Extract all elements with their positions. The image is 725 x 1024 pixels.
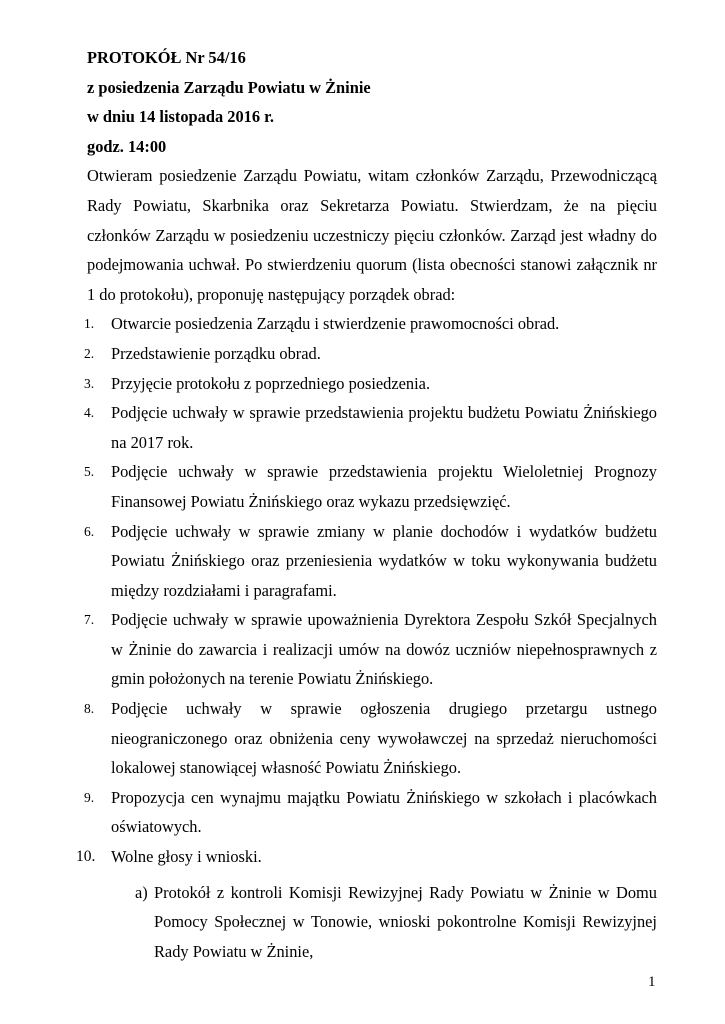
agenda-item-number: 5. <box>84 464 95 480</box>
agenda-item-6 <box>84 517 657 606</box>
agenda-item-number: 4. <box>84 405 95 421</box>
agenda-item-9 <box>84 783 657 842</box>
agenda-item-text: Podjęcie uchwały w sprawie przedstawienia projektu budżetu Powiatu Żnińskiego na 2017 rok. <box>111 403 657 452</box>
agenda-item-text: Podjęcie uchwały w sprawie przedstawienia projektu Wieloletniej Prognozy Finansowej Powiatu Żnińskiego oraz wykazu przedsięwzięć. <box>111 462 657 511</box>
agenda-item-text: Podjęcie uchwały w sprawie zmiany w planie dochodów i wydatków budżetu Powiatu Żnińskiego oraz przeniesienia wydatków w toku wykonywania budżetu między rozdziałami i paragrafami. <box>111 521 657 600</box>
agenda-item-number: 9. <box>84 789 95 805</box>
agenda-item-number: 7. <box>84 612 95 628</box>
meeting-time: godz. 14:00 <box>87 136 167 156</box>
agenda-item-number: 1. <box>84 316 95 332</box>
agenda-subitem-marker: a) <box>135 882 148 902</box>
agenda-item-number: 8. <box>84 701 95 717</box>
agenda-item-2 <box>84 339 657 369</box>
intro-paragraph: Otwieram posiedzenie Zarządu Powiatu, witam członków Zarządu, Przewodniczącą Rady Powiatu, Skarbnika oraz Sekretarza Powiatu. Stwierdzam, że na pięciu członków Zarządu w posiedzeniu uczestniczy pięciu członków. Zarząd jest władny do podejmowania uchwał. Po stwierdzeniu quorum (lista obecności stanowi załącznik nr 1 do protokołu), proponuję następujący porządek obrad: <box>87 166 657 304</box>
protocol-title: PROTOKÓŁ Nr 54/16 <box>87 48 246 67</box>
agenda-item-number: 3. <box>84 375 95 391</box>
meeting-subtitle: z posiedzenia Zarządu Powiatu w Żninie <box>87 77 371 97</box>
agenda-item-number: 6. <box>84 523 95 539</box>
agenda-item-4 <box>84 398 657 457</box>
agenda-list <box>76 309 657 966</box>
agenda-subitem-a <box>111 878 657 967</box>
agenda-item-text: Podjęcie uchwały w sprawie ogłoszenia drugiego przetargu ustnego nieograniczonego oraz obniżenia ceny wywoławczej na sprzedaż nieruchomości lokalowej stanowiącej własność Powiatu Żnińskiego. <box>111 699 657 778</box>
agenda-item-8 <box>84 694 657 783</box>
agenda-item-text: Przyjęcie protokołu z poprzedniego posiedzenia. <box>111 373 431 393</box>
agenda-item-10 <box>76 842 657 966</box>
meeting-date: w dniu 14 listopada 2016 r. <box>87 107 275 127</box>
agenda-item-5 <box>84 457 657 516</box>
document-content <box>76 43 657 966</box>
agenda-item-text: Przedstawienie porządku obrad. <box>111 343 321 363</box>
page-number: 1 <box>648 974 656 990</box>
agenda-item-text: Wolne głosy i wnioski. <box>111 847 262 867</box>
agenda-sublist <box>111 878 657 967</box>
agenda-item-text: Propozycja cen wynajmu majątku Powiatu Żnińskiego w szkołach i placówkach oświatowych. <box>111 787 657 837</box>
agenda-item-text: Podjęcie uchwały w sprawie upoważnienia Dyrektora Zespołu Szkół Specjalnych w Żninie do zawarcia i realizacji umów na dowóz uczniów niepełnosprawnych z gmin położonych na terenie Powiatu Żnińskiego. <box>111 610 657 689</box>
agenda-subitem-text: Protokół z kontroli Komisji Rewizyjnej Rady Powiatu w Żninie w Domu Pomocy Społecznej w Tonowie, wnioski pokontrolne Komisji Rewizyjnej Rady Powiatu w Żninie, <box>154 882 657 961</box>
agenda-item-7 <box>84 605 657 694</box>
agenda-item-number: 10. <box>76 848 96 866</box>
agenda-item-1 <box>84 309 657 339</box>
agenda-item-text: Otwarcie posiedzenia Zarządu i stwierdzenie prawomocności obrad. <box>111 314 560 334</box>
agenda-item-number: 2. <box>84 345 95 361</box>
agenda-item-3 <box>84 369 657 399</box>
